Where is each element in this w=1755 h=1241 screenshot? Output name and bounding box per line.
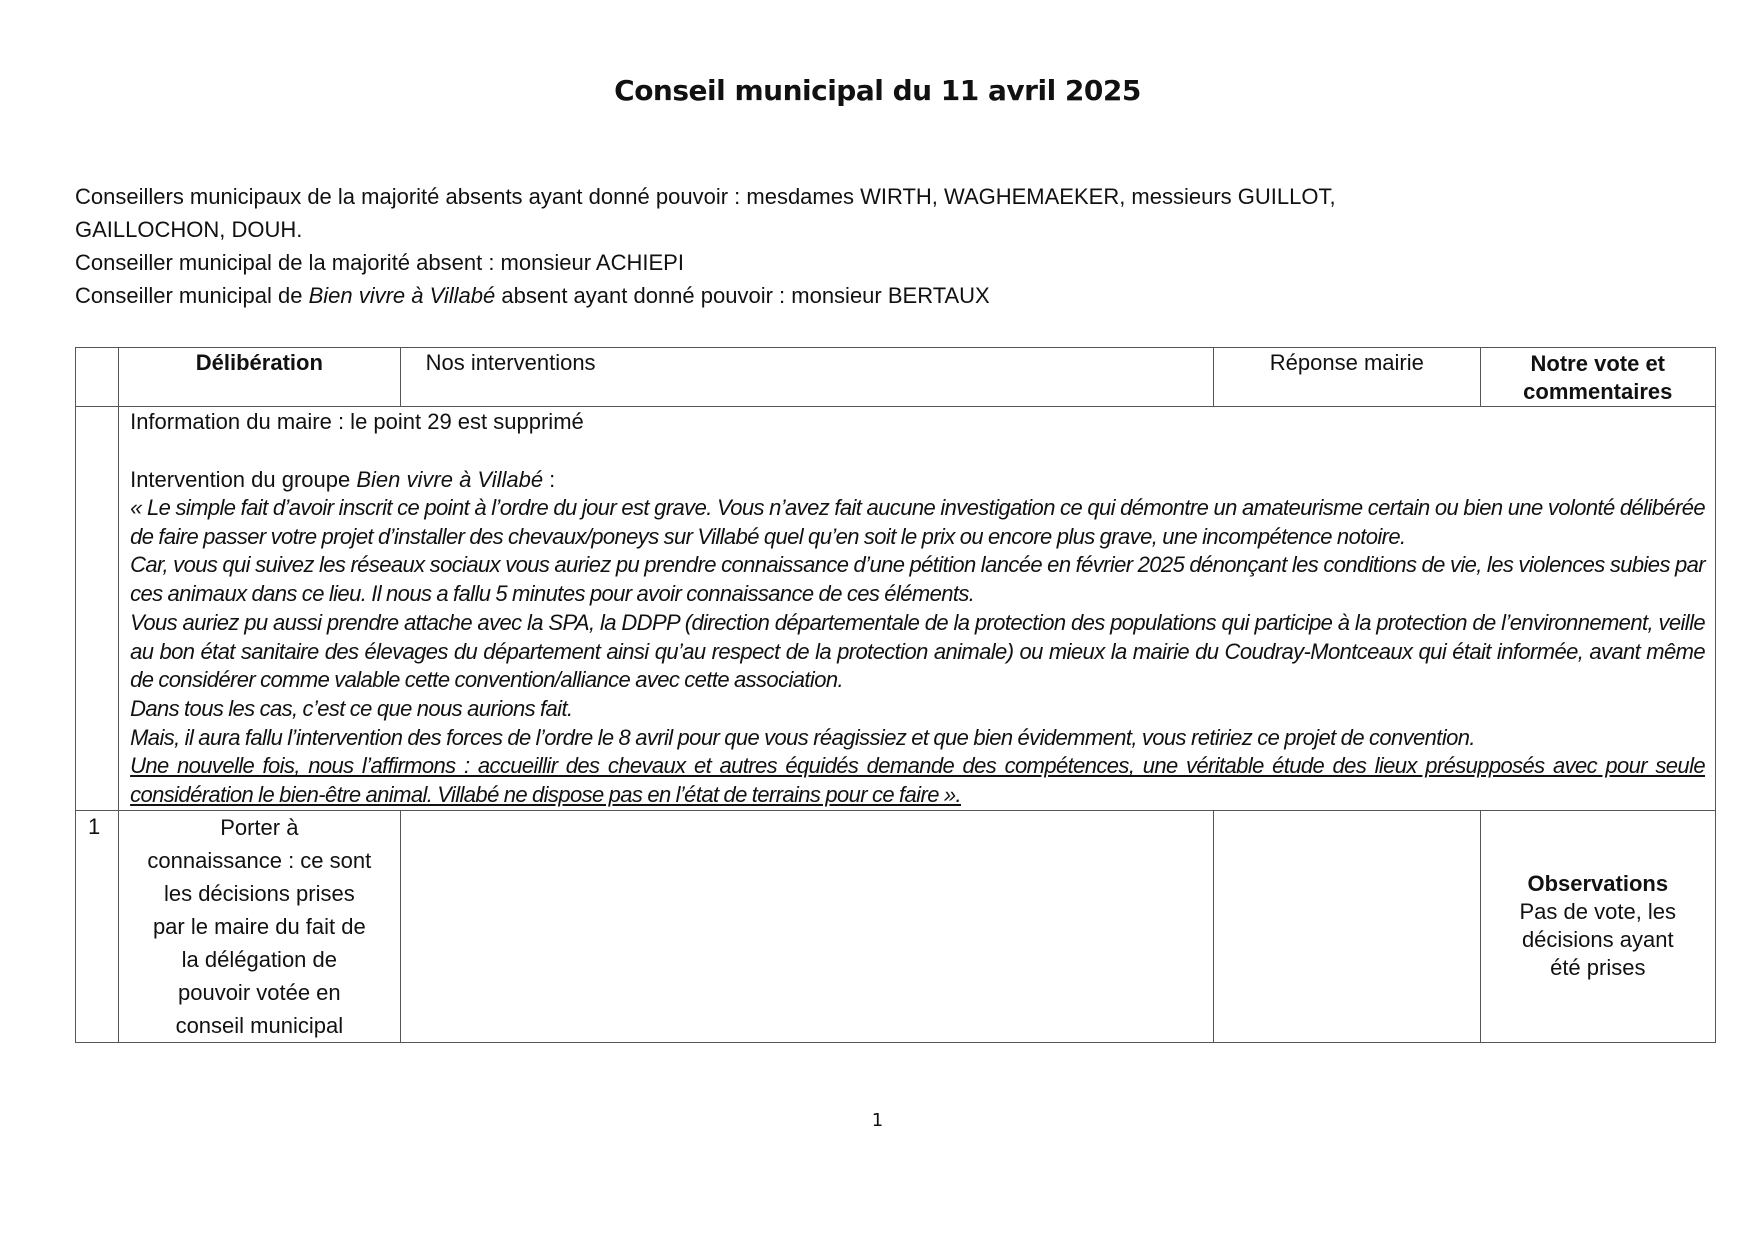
observation-line: Pas de vote, les <box>1519 899 1677 925</box>
table-row <box>76 810 1716 1042</box>
quote-paragraph: Dans tous les cas, c’est ce que nous aurions fait. <box>130 695 573 721</box>
header-deliberation: Délibération <box>119 348 401 407</box>
deliberation-line: pouvoir votée en <box>177 979 341 1005</box>
deliberation-line: connaissance : ce sont <box>147 847 372 873</box>
maire-information: Information du maire : le point 29 est supprimé <box>130 409 584 434</box>
header-vote-commentaires: Notre vote et commentaires <box>1480 348 1715 407</box>
deliberations-table <box>75 347 1716 1043</box>
intervention-group: Bien vivre à Villabé <box>356 467 544 492</box>
quote-paragraph: Mais, il aura fallu l’intervention des forces de l’ordre le 8 avril pour que vous réagissiez et que bien évidemment, vous retiriez ce projet de convention. <box>130 724 1475 750</box>
intervention-heading <box>130 465 1705 494</box>
row-reponse-mairie <box>1214 810 1480 1042</box>
header-interventions: Nos interventions <box>400 348 1213 407</box>
deliberation-line: les décisions prises <box>163 880 355 906</box>
quote-paragraph: Vous auriez pu aussi prendre attache avec la SPA, la DDPP (direction départementale de la protection des populations qui participe à la protection de l’environnement, veille au bon état sanitaire des élevages du département ainsi qu’au respect de la protection animale) ou mieux la mairie du Coudray-Montceaux qui était informée, avant même de considérer comme valable cette convention/alliance avec cette association. <box>130 609 1705 693</box>
absent-majority: Conseiller municipal de la majorité absent : monsieur ACHIEPI <box>75 250 684 275</box>
header-reponse-mairie: Réponse mairie <box>1214 348 1480 407</box>
spacer <box>130 436 1705 465</box>
row-number: 1 <box>76 810 119 1042</box>
quote-paragraph: « Le simple fait d’avoir inscrit ce point à l’ordre du jour est grave. Vous n’avez fait aucune investigation ce qui démontre un amateurisme certain ou bien une volonté délibérée de faire passer votre projet d’installer des chevaux/poneys sur Villabé quel qu’en soit le prix ou encore plus grave, une incompétence notoire. <box>130 495 1705 549</box>
absent-opposition-prefix: Conseiller municipal de <box>75 283 309 308</box>
intervention-quote <box>130 494 1705 810</box>
info-number-cell <box>76 407 119 811</box>
quote-paragraph: Car, vous qui suivez les réseaux sociaux vous auriez pu prendre connaissance d’une pétition lancée en février 2025 dénonçant les conditions de vie, les violences subies par ces animaux dans ce lieu. Il nous a fallu 5 minutes pour avoir connaissance de ces éléments. <box>130 552 1705 607</box>
absent-opposition <box>75 279 1715 312</box>
row-deliberation <box>119 810 401 1042</box>
table-row-info <box>76 407 1716 811</box>
observation-line: décisions ayant <box>1521 927 1674 953</box>
page-number: 1 <box>871 1110 884 1131</box>
row-vote <box>1480 810 1715 1042</box>
deliberation-line: la délégation de <box>181 946 337 972</box>
intervention-prefix: Intervention du groupe <box>130 467 357 492</box>
table-header-row <box>76 348 1716 407</box>
row-interventions <box>400 810 1213 1042</box>
absent-with-proxy-majority-cont: GAILLOCHON, DOUH. <box>75 217 303 242</box>
quote-paragraph: Une nouvelle fois, nous l’affirmons : accueillir des chevaux et autres équidés demande des compétences, une véritable étude des lieux présupposés avec pour seule considération le bien-être animal. Villabé ne dispose pas en l’état de terrains pour ce faire ». <box>130 753 1705 808</box>
group-name: Bien vivre à Villabé <box>308 283 496 308</box>
page-title: Conseil municipal du 11 avril 2025 <box>614 74 1141 107</box>
info-cell <box>119 407 1716 811</box>
deliberation-line: conseil municipal <box>175 1012 344 1038</box>
observation-line: été prises <box>1550 955 1646 981</box>
absent-opposition-suffix: absent ayant donné pouvoir : monsieur BERTAUX <box>495 283 990 308</box>
deliberation-line: Porter à <box>220 814 299 840</box>
observations-title: Observations <box>1527 871 1669 897</box>
absent-with-proxy-majority: Conseillers municipaux de la majorité absents ayant donné pouvoir : mesdames WIRTH, WAGHEMAEKER, messieurs GUILLOT, <box>75 184 1336 209</box>
header-number <box>76 348 119 407</box>
deliberation-line: par le maire du fait de <box>152 913 366 939</box>
attendance-notes <box>75 180 1715 312</box>
intervention-suffix: : <box>543 467 556 492</box>
